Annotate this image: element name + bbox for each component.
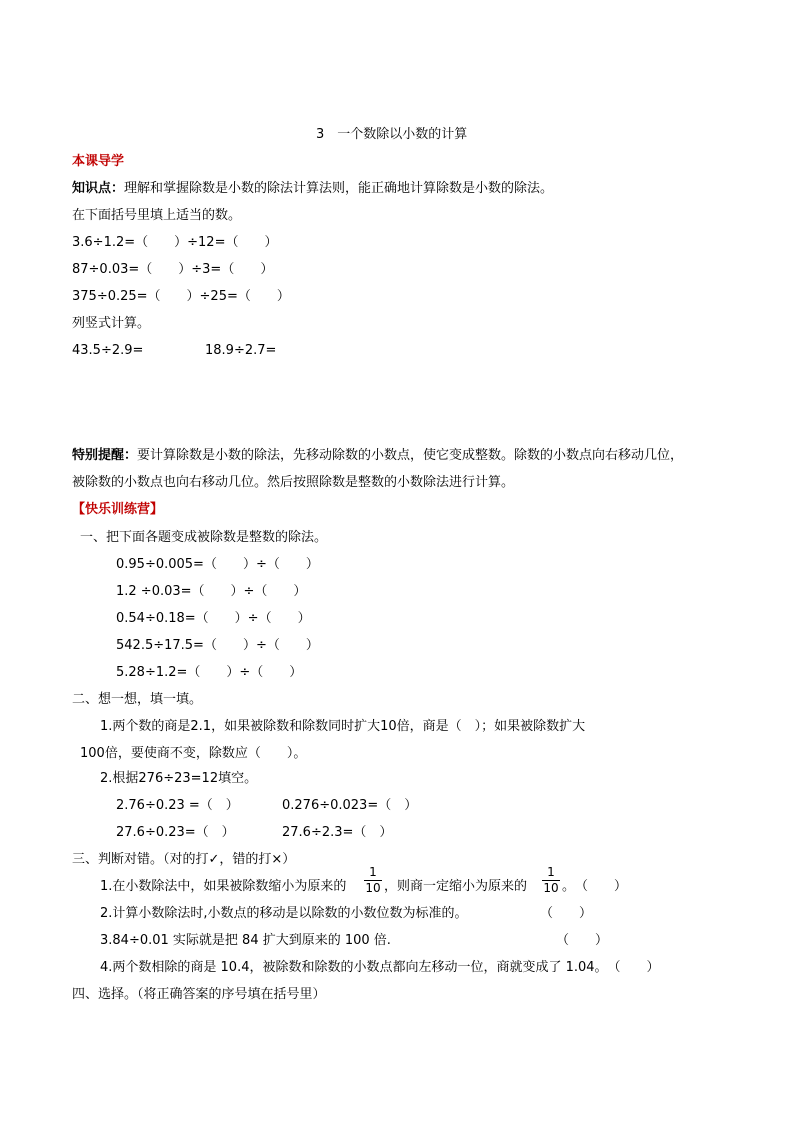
q1-heading: 一、把下面各题变成被除数是整数的除法。: [80, 530, 328, 545]
q1-item-4: 542.5÷17.5=（ ）÷（ ）: [116, 638, 319, 653]
q2-item2-c: 27.6÷0.23=（ ）: [116, 825, 235, 840]
knowledge-text: 理解和掌握除数是小数的除法计算法则，能正确地计算除数是小数的除法。: [124, 181, 554, 196]
fraction-denominator: 10: [365, 881, 381, 895]
fill-item-1: 3.6÷1.2=（ ）÷12=（ ）: [72, 235, 278, 250]
vertical-item-2: 18.9÷2.7=: [205, 343, 277, 358]
q3-item3: 3.84÷0.01 实际就是把 84 扩大到原来的 100 倍.: [100, 933, 391, 948]
q3-item2-paren: （ ）: [540, 906, 593, 921]
fill-intro: 在下面括号里填上适当的数。: [72, 208, 242, 223]
q2-item2-d: 27.6÷2.3=（ ）: [282, 825, 393, 840]
q3-heading: 三、判断对错。（对的打✓，错的打×）: [72, 852, 296, 867]
section-guide-heading: 本课导学: [72, 154, 125, 169]
tip-label: 特别提醒：: [72, 448, 138, 463]
practice-title: 【快乐训练营】: [72, 502, 164, 517]
fill-item-2: 87÷0.03=（ ）÷3=（ ）: [72, 262, 274, 277]
q3-fraction-1: [364, 866, 382, 895]
q1-item-1: 0.95÷0.005=（ ）÷（ ）: [116, 557, 319, 572]
tip-text-1: 要计算除数是小数的除法，先移动除数的小数点，使它变成整数。除数的小数点向右移动几位，: [137, 448, 684, 463]
q3-fraction-2: [542, 866, 560, 895]
q1-item-5: 5.28÷1.2=（ ）÷（ ）: [116, 665, 303, 680]
q3-item2: 2.计算小数除法时,小数点的移动是以除数的小数位数为标准的。: [100, 906, 468, 921]
fill-item-3: 375÷0.25=（ ）÷25=（ ）: [72, 289, 290, 304]
q3-item4: 4.两个数相除的商是 10.4，被除数和除数的小数点都向左移动一位，商就变成了 1.04。 （ ）: [100, 960, 660, 975]
knowledge-point: [72, 180, 553, 198]
q2-item1-line1: 1.两个数的商是2.1，如果被除数和除数同时扩大10倍，商是（ ）；如果被除数扩大: [100, 719, 586, 734]
q1-item-2: 1.2 ÷0.03=（ ）÷（ ）: [116, 584, 307, 599]
tip-line-2: 被除数的小数点也向右移动几位。然后按照除数是整数的小数除法进行计算。: [72, 475, 515, 490]
fraction-denominator: 10: [543, 881, 559, 895]
q2-heading: 二、想一想，填一填。: [72, 692, 203, 707]
q3-item1-a: 1.在小数除法中，如果被除数缩小为原来的: [100, 879, 347, 894]
vertical-intro: 列竖式计算。: [72, 316, 151, 331]
q2-item2: 2.根据276÷23=12填空。: [100, 771, 258, 786]
fraction-numerator: 1: [369, 865, 377, 879]
knowledge-label: 知识点：: [72, 181, 125, 196]
q3-item1-c: 。 （ ）: [562, 879, 628, 894]
vertical-item-1: 43.5÷2.9=: [72, 343, 144, 358]
tip-line-1: [72, 447, 683, 465]
q4-heading: 四、选择。（将正确答案的序号填在括号里）: [72, 987, 326, 1002]
fraction-numerator: 1: [547, 865, 555, 879]
q1-item-3: 0.54÷0.18=（ ）÷（ ）: [116, 611, 311, 626]
q3-item1-b: ，则商一定缩小为原来的: [384, 879, 528, 894]
q2-item2-a: 2.76÷0.23 =（ ）: [116, 798, 239, 813]
page-title: 3 一个数除以小数的计算: [316, 127, 468, 142]
q2-item1-line2: 100倍，要使商不变，除数应（ ）。: [80, 746, 307, 761]
q3-item3-paren: （ ）: [556, 933, 609, 948]
q2-item2-b: 0.276÷0.023=（ ）: [282, 798, 418, 813]
